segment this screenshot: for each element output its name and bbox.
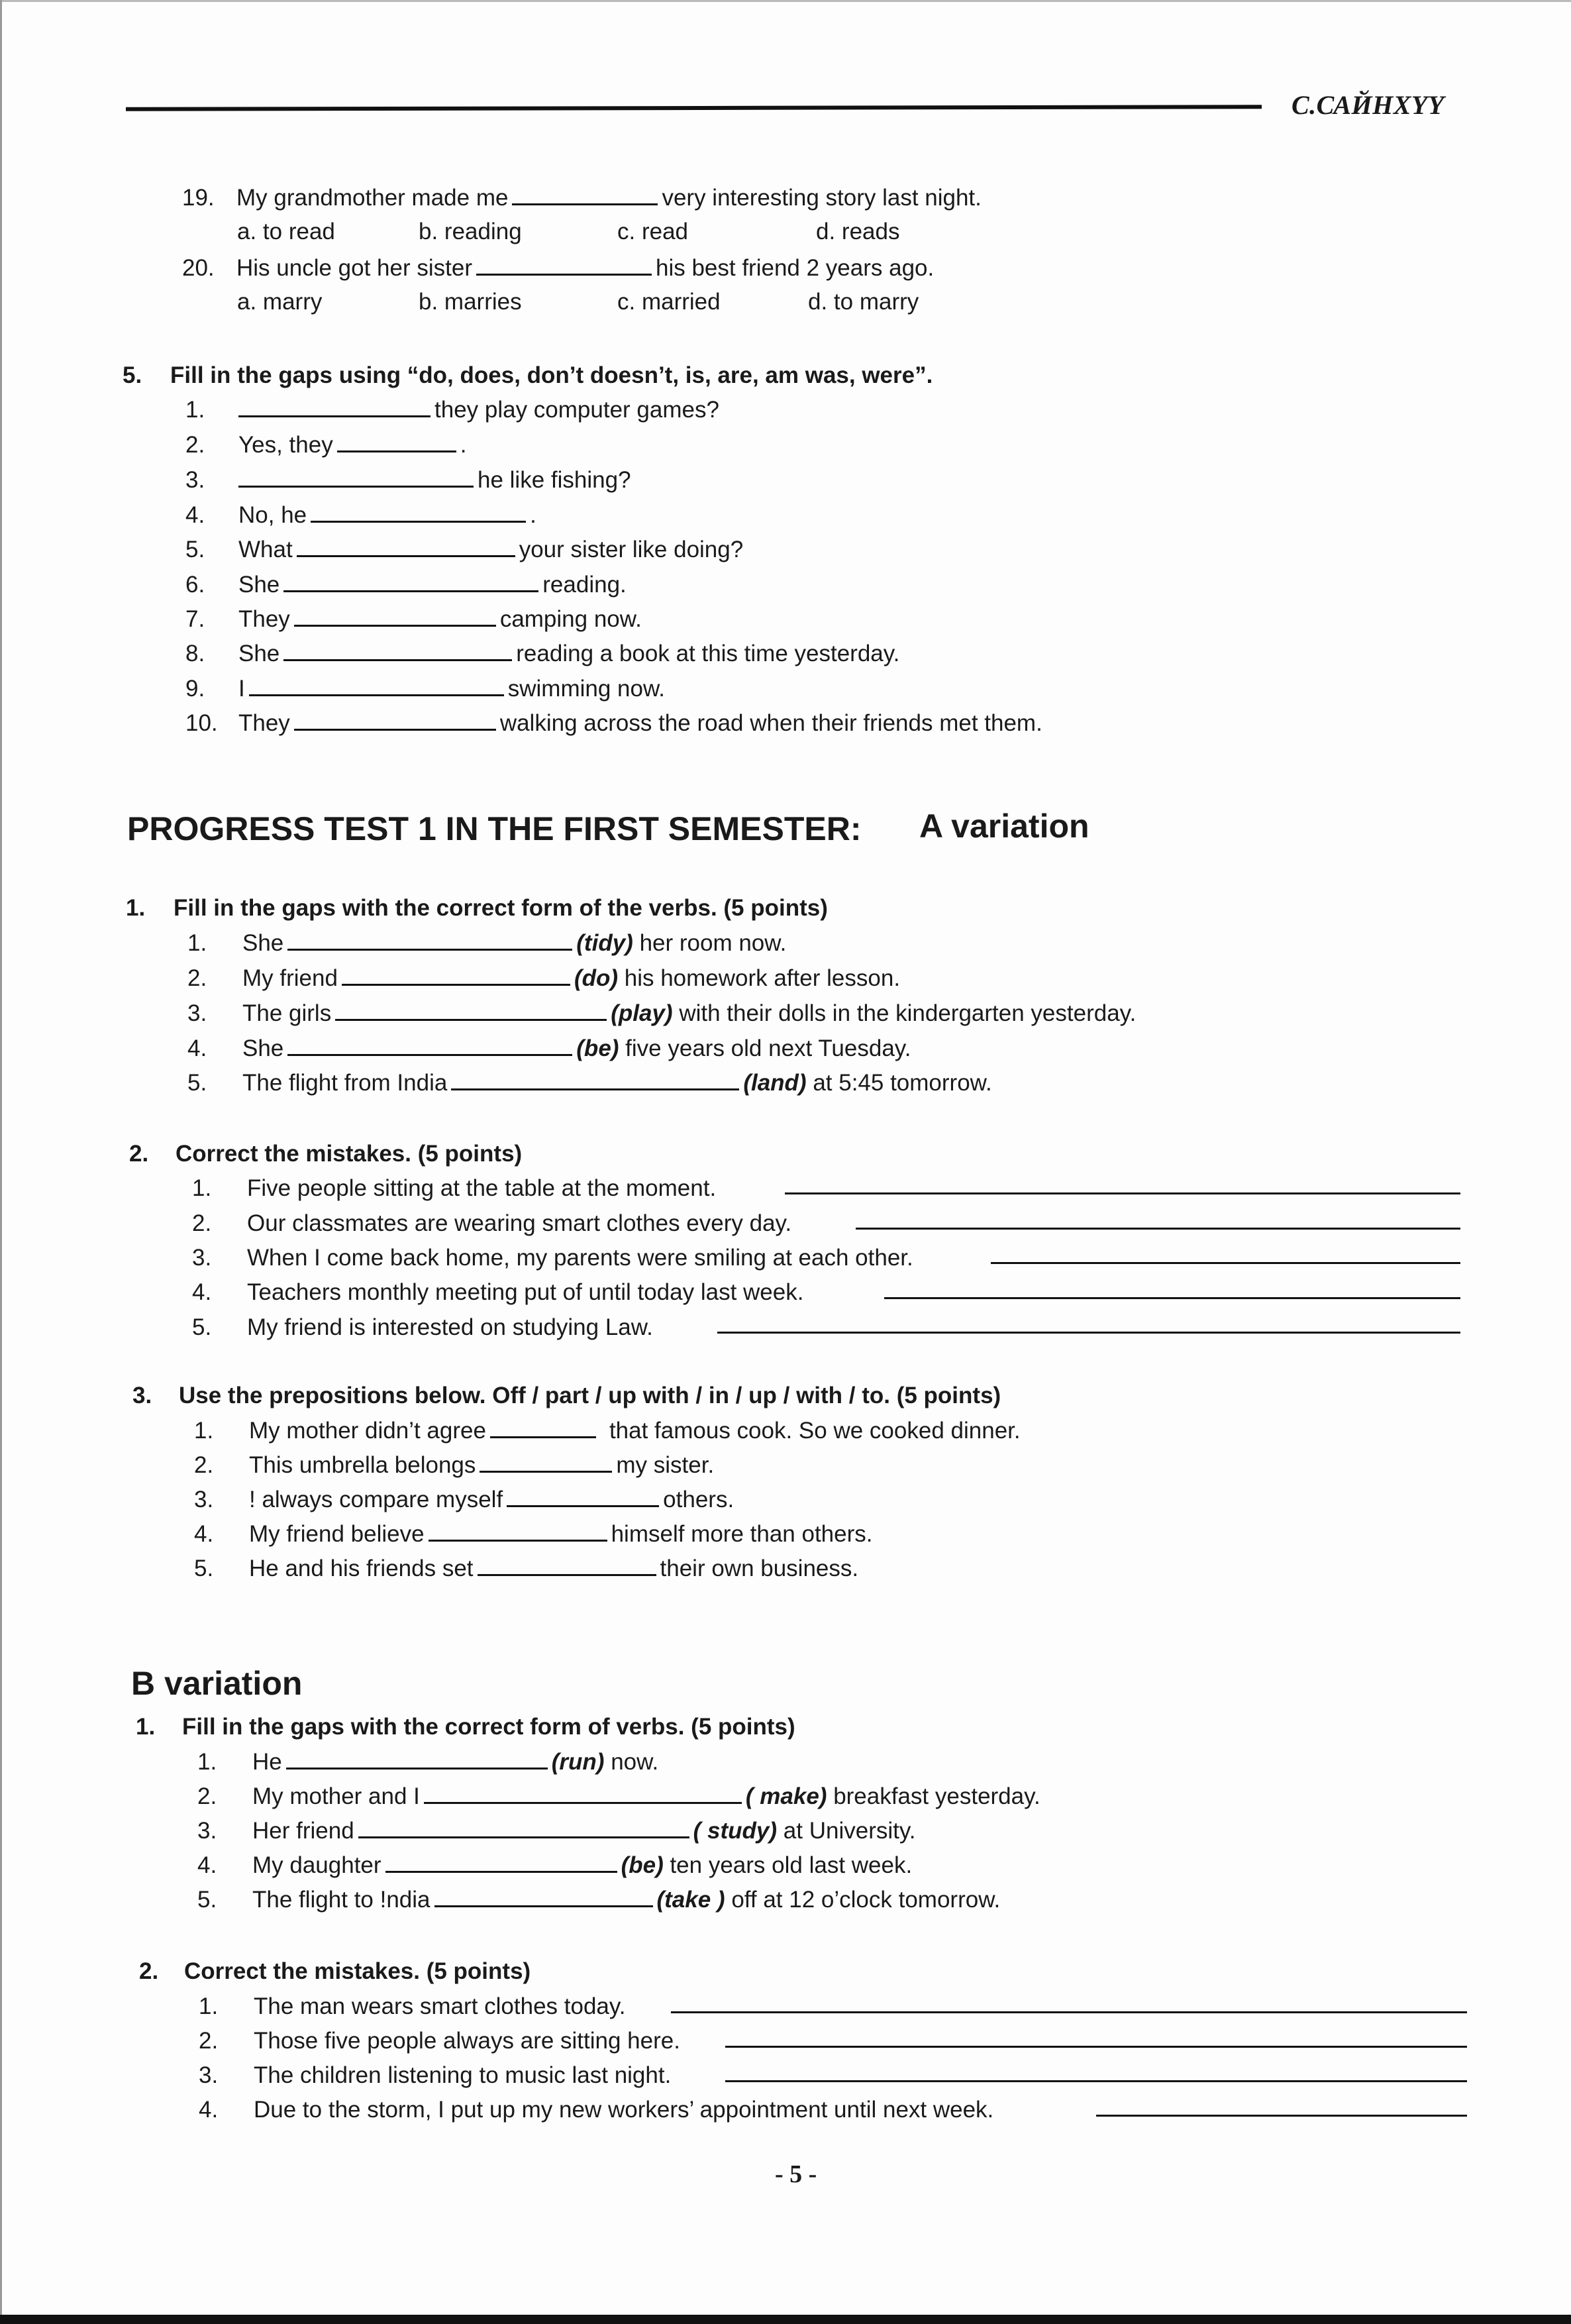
- item-text-after: camping now.: [499, 606, 642, 632]
- item-text-after: ten years old last week.: [670, 1852, 913, 1878]
- item-text-after: .: [460, 432, 467, 458]
- variant-a-section-1-title: [126, 894, 828, 923]
- question-text-before: My grandmother made me: [236, 185, 509, 211]
- item-text-after: they play computer games?: [434, 397, 719, 423]
- answer-blank[interactable]: [294, 709, 496, 731]
- item-text-after: with their dolls in the kindergarten yesterday.: [679, 1000, 1137, 1026]
- variant-b-section-2-title: [139, 1957, 531, 1986]
- variant-b-s1-item-1: [197, 1748, 658, 1777]
- item-text-before: The flight from India: [242, 1070, 448, 1096]
- item-number: 2.: [187, 965, 207, 991]
- section-number: 1.: [126, 895, 146, 921]
- section-5-item-5: [185, 535, 743, 564]
- item-number: 5.: [185, 537, 205, 562]
- item-text-before: This umbrella belongs: [249, 1452, 476, 1478]
- item-number: 2.: [185, 432, 205, 458]
- answer-blank[interactable]: [342, 964, 570, 986]
- item-number: 1.: [187, 930, 207, 956]
- variant-a-section-3-title: [132, 1381, 1001, 1410]
- item-text-before: She: [242, 930, 284, 956]
- option-d: d. to marry: [808, 289, 919, 315]
- answer-blank[interactable]: [358, 1817, 689, 1838]
- variant-b-s2-item-4: [199, 2095, 993, 2125]
- section-5-item-9: [185, 674, 665, 704]
- verb-hint: (be): [621, 1852, 664, 1878]
- verb-hint: (play): [611, 1000, 673, 1026]
- item-text-before: They: [238, 606, 290, 632]
- section-5-title: [123, 361, 933, 390]
- progress-test-title: PROGRESS TEST 1 IN THE FIRST SEMESTER:: [127, 810, 862, 847]
- item-text-after: breakfast yesterday.: [833, 1783, 1040, 1809]
- answer-blank[interactable]: [283, 639, 512, 661]
- answer-blank[interactable]: [283, 570, 538, 592]
- verb-hint: (run): [551, 1749, 605, 1775]
- section-5-item-7: [185, 605, 642, 634]
- answer-line[interactable]: [725, 2080, 1467, 2082]
- item-number: 1.: [192, 1175, 212, 1201]
- section-number: 2.: [139, 1958, 159, 1984]
- mc-question-19: [182, 184, 982, 213]
- variant-a-s3-item-4: [194, 1520, 872, 1549]
- item-text-before: My mother and I: [252, 1783, 420, 1809]
- answer-line[interactable]: [785, 1192, 1460, 1194]
- item-number: 9.: [185, 676, 205, 702]
- verb-hint: ( make): [745, 1783, 827, 1809]
- variant-b-s1-item-2: [197, 1782, 1040, 1811]
- answer-blank[interactable]: [424, 1782, 742, 1804]
- verb-hint: (take ): [656, 1887, 725, 1913]
- answer-blank[interactable]: [287, 929, 572, 951]
- item-text: Due to the storm, I put up my new workers’ appointment until next week.: [254, 2097, 994, 2123]
- section-5-item-1: [185, 396, 719, 425]
- item-number: 3.: [187, 1000, 207, 1026]
- option-a: a. marry: [237, 289, 323, 315]
- item-number: 2.: [197, 1783, 217, 1809]
- item-number: 1.: [185, 397, 205, 423]
- answer-blank[interactable]: [480, 1451, 612, 1473]
- item-text-before: No, he: [238, 502, 307, 528]
- page-number: - 5 -: [775, 2160, 817, 2188]
- item-text-after: at University.: [783, 1818, 916, 1844]
- question-number: 19.: [182, 185, 215, 211]
- item-text-after: that famous cook. So we cooked dinner.: [609, 1418, 1021, 1444]
- option-a: a. to read: [237, 219, 335, 244]
- section-5-item-3: [185, 466, 631, 495]
- option-c: c. married: [617, 289, 721, 315]
- variant-a-s1-item-3: [187, 999, 1136, 1028]
- section-title-text: Fill in the gaps with the correct form of the verbs. (5 points): [174, 895, 828, 921]
- answer-line[interactable]: [991, 1262, 1460, 1264]
- option-d: d. reads: [816, 219, 900, 244]
- scan-edge-bottom: [0, 2315, 1571, 2324]
- item-number: 5.: [194, 1556, 214, 1581]
- answer-blank[interactable]: [385, 1851, 617, 1873]
- question-text-before: His uncle got her sister: [236, 255, 472, 281]
- section-title-text: Correct the mistakes. (5 points): [176, 1141, 523, 1167]
- scan-edge-top: [0, 0, 1571, 2]
- answer-blank[interactable]: [311, 501, 526, 523]
- item-text-before: Yes, they: [238, 432, 333, 458]
- item-text-after: their own business.: [660, 1556, 859, 1581]
- question-text-after: his best friend 2 years ago.: [655, 255, 935, 281]
- item-text: Teachers monthly meeting put of until today last week.: [247, 1279, 804, 1305]
- answer-line[interactable]: [717, 1332, 1460, 1334]
- variant-a-s2-item-2: [192, 1209, 791, 1238]
- item-number: 7.: [185, 606, 205, 632]
- variant-b-label: B variation: [131, 1665, 303, 1702]
- item-text-before: ! always compare myself: [249, 1487, 503, 1512]
- answer-line[interactable]: [884, 1297, 1460, 1299]
- item-text-after: my sister.: [616, 1452, 715, 1478]
- answer-blank[interactable]: [490, 1416, 596, 1438]
- item-text-after: walking across the road when their friends met them.: [499, 710, 1042, 736]
- variant-a-label: A variation: [919, 808, 1090, 845]
- item-number: 3.: [199, 2062, 219, 2088]
- item-text-after: himself more than others.: [611, 1521, 873, 1547]
- variant-b-section-1-title: [136, 1713, 795, 1742]
- item-text-after: reading.: [542, 572, 627, 598]
- item-number: 10.: [185, 710, 218, 736]
- item-number: 5.: [192, 1314, 212, 1340]
- item-text-before: My mother didn’t agree: [249, 1418, 486, 1444]
- item-text: Those five people always are sitting here.: [254, 2028, 680, 2054]
- verb-hint: (land): [743, 1070, 807, 1096]
- item-text-before: They: [238, 710, 290, 736]
- item-text-before: I: [238, 676, 245, 702]
- item-number: 4.: [197, 1852, 217, 1878]
- section-number: 1.: [136, 1714, 156, 1740]
- section-title-text: Use the prepositions below. Off / part / up with / in / up / with / to. (5 points): [179, 1383, 1001, 1408]
- section-title-text: Fill in the gaps using “do, does, don’t doesn’t, is, are, am was, were”.: [170, 362, 933, 388]
- item-number: 5.: [187, 1070, 207, 1096]
- item-number: 4.: [187, 1035, 207, 1061]
- variant-a-s2-item-3: [192, 1243, 913, 1273]
- item-text-before: My daughter: [252, 1852, 381, 1878]
- item-number: 8.: [185, 641, 205, 666]
- variant-a-section-2-title: [129, 1139, 522, 1169]
- item-text: Our classmates are wearing smart clothes every day.: [247, 1210, 792, 1236]
- answer-blank[interactable]: [297, 535, 515, 557]
- item-text-after: your sister like doing?: [519, 537, 744, 562]
- option-c: c. read: [617, 219, 688, 244]
- answer-blank[interactable]: [507, 1485, 659, 1507]
- answer-blank[interactable]: [335, 999, 607, 1021]
- item-text-after: at 5:45 tomorrow.: [813, 1070, 992, 1096]
- variant-a-s1-item-5: [187, 1069, 992, 1098]
- section-5-item-8: [185, 639, 899, 668]
- item-number: 4.: [194, 1521, 214, 1547]
- item-text: When I come back home, my parents were smiling at each other.: [247, 1245, 913, 1271]
- section-title-text: Fill in the gaps with the correct form of verbs. (5 points): [182, 1714, 795, 1740]
- item-text-before: My friend: [242, 965, 338, 991]
- item-text: The man wears smart clothes today.: [254, 1993, 626, 2019]
- answer-blank[interactable]: [238, 466, 474, 488]
- item-text-before: She: [242, 1035, 284, 1061]
- answer-line[interactable]: [856, 1228, 1460, 1230]
- item-text-before: What: [238, 537, 293, 562]
- variant-a-s2-item-4: [192, 1278, 803, 1307]
- item-text-before: He and his friends set: [249, 1556, 474, 1581]
- variant-a-s3-item-5: [194, 1554, 858, 1583]
- item-number: 4.: [192, 1279, 212, 1305]
- item-number: 6.: [185, 572, 205, 598]
- item-text-before: The girls: [242, 1000, 332, 1026]
- answer-line[interactable]: [725, 2046, 1467, 2048]
- item-number: 2.: [199, 2028, 219, 2054]
- header-author: С.САЙНХҮҮ: [1292, 90, 1444, 120]
- verb-hint: (do): [574, 965, 619, 991]
- question-number: 20.: [182, 255, 215, 281]
- answer-blank[interactable]: [512, 184, 658, 205]
- section-number: 2.: [129, 1141, 149, 1167]
- answer-blank[interactable]: [434, 1885, 653, 1907]
- item-text-before: She: [238, 572, 280, 598]
- answer-blank[interactable]: [238, 396, 431, 417]
- variant-b-s1-item-4: [197, 1851, 912, 1880]
- answer-blank[interactable]: [286, 1748, 548, 1769]
- scan-edge-left: [0, 0, 2, 2324]
- section-number: 3.: [132, 1383, 152, 1408]
- item-number: 1.: [194, 1418, 214, 1444]
- section-5-item-6: [185, 570, 627, 600]
- item-text-before: My friend believe: [249, 1521, 425, 1547]
- section-5-item-2: [185, 431, 466, 460]
- variant-b-s2-item-2: [199, 2027, 680, 2056]
- answer-line[interactable]: [671, 2011, 1467, 2013]
- verb-hint: (be): [576, 1035, 619, 1061]
- variant-a-s1-item-1: [187, 929, 786, 958]
- mc-question-20: [182, 254, 934, 283]
- item-text-after: others.: [663, 1487, 735, 1512]
- variant-b-s2-item-3: [199, 2061, 671, 2090]
- item-text: Five people sitting at the table at the moment.: [247, 1175, 717, 1201]
- item-text-before: She: [238, 641, 280, 666]
- answer-blank[interactable]: [287, 1034, 572, 1056]
- answer-line[interactable]: [1096, 2115, 1467, 2117]
- variant-b-s2-item-1: [199, 1992, 626, 2021]
- item-text-after: .: [530, 502, 536, 528]
- item-text-before: Her friend: [252, 1818, 354, 1844]
- item-number: 3.: [194, 1487, 214, 1512]
- item-text-before: He: [252, 1749, 282, 1775]
- item-number: 4.: [185, 502, 205, 528]
- item-number: 2.: [192, 1210, 212, 1236]
- section-5-item-10: [185, 709, 1042, 738]
- verb-hint: ( study): [693, 1818, 778, 1844]
- item-text-after: off at 12 o’clock tomorrow.: [731, 1887, 1001, 1913]
- item-number: 3.: [192, 1245, 212, 1271]
- section-5-item-4: [185, 501, 536, 530]
- item-text-after: his homework after lesson.: [624, 965, 901, 991]
- verb-hint: (tidy): [576, 930, 633, 956]
- item-text-after: five years old next Tuesday.: [625, 1035, 911, 1061]
- item-text-after: swimming now.: [507, 676, 666, 702]
- item-number: 3.: [185, 467, 205, 493]
- item-text: The children listening to music last night.: [254, 2062, 672, 2088]
- variant-a-s2-item-1: [192, 1174, 716, 1203]
- header-rule: [126, 105, 1262, 111]
- item-number: 5.: [197, 1887, 217, 1913]
- section-number: 5.: [123, 362, 142, 388]
- item-text-after: her room now.: [639, 930, 787, 956]
- question-text-after: very interesting story last night.: [662, 185, 982, 211]
- answer-blank[interactable]: [249, 674, 504, 696]
- item-number: 2.: [194, 1452, 214, 1478]
- answer-blank[interactable]: [478, 1554, 656, 1576]
- item-text-before: The flight to !ndia: [252, 1887, 431, 1913]
- answer-blank[interactable]: [476, 254, 652, 276]
- item-text-after: now.: [611, 1749, 659, 1775]
- option-b: b. marries: [419, 289, 522, 315]
- section-title-text: Correct the mistakes. (5 points): [184, 1958, 531, 1984]
- answer-blank[interactable]: [429, 1520, 607, 1542]
- item-number: 4.: [199, 2097, 219, 2123]
- answer-blank[interactable]: [337, 431, 456, 452]
- variant-a-s1-item-4: [187, 1034, 911, 1063]
- item-number: 1.: [199, 1993, 219, 2019]
- answer-blank[interactable]: [294, 605, 496, 627]
- item-text-after: he like fishing?: [478, 467, 631, 493]
- variant-b-s1-item-5: [197, 1885, 1000, 1915]
- variant-a-s3-item-1: [194, 1416, 1021, 1446]
- variant-a-s3-item-2: [194, 1451, 714, 1480]
- option-b: b. reading: [419, 219, 522, 244]
- item-number: 3.: [197, 1818, 217, 1844]
- variant-a-s2-item-5: [192, 1313, 653, 1342]
- answer-blank[interactable]: [451, 1069, 739, 1090]
- variant-a-s3-item-3: [194, 1485, 734, 1514]
- variant-a-s1-item-2: [187, 964, 900, 993]
- item-text-after: reading a book at this time yesterday.: [516, 641, 900, 666]
- item-number: 1.: [197, 1749, 217, 1775]
- item-text: My friend is interested on studying Law.: [247, 1314, 653, 1340]
- variant-b-s1-item-3: [197, 1817, 915, 1846]
